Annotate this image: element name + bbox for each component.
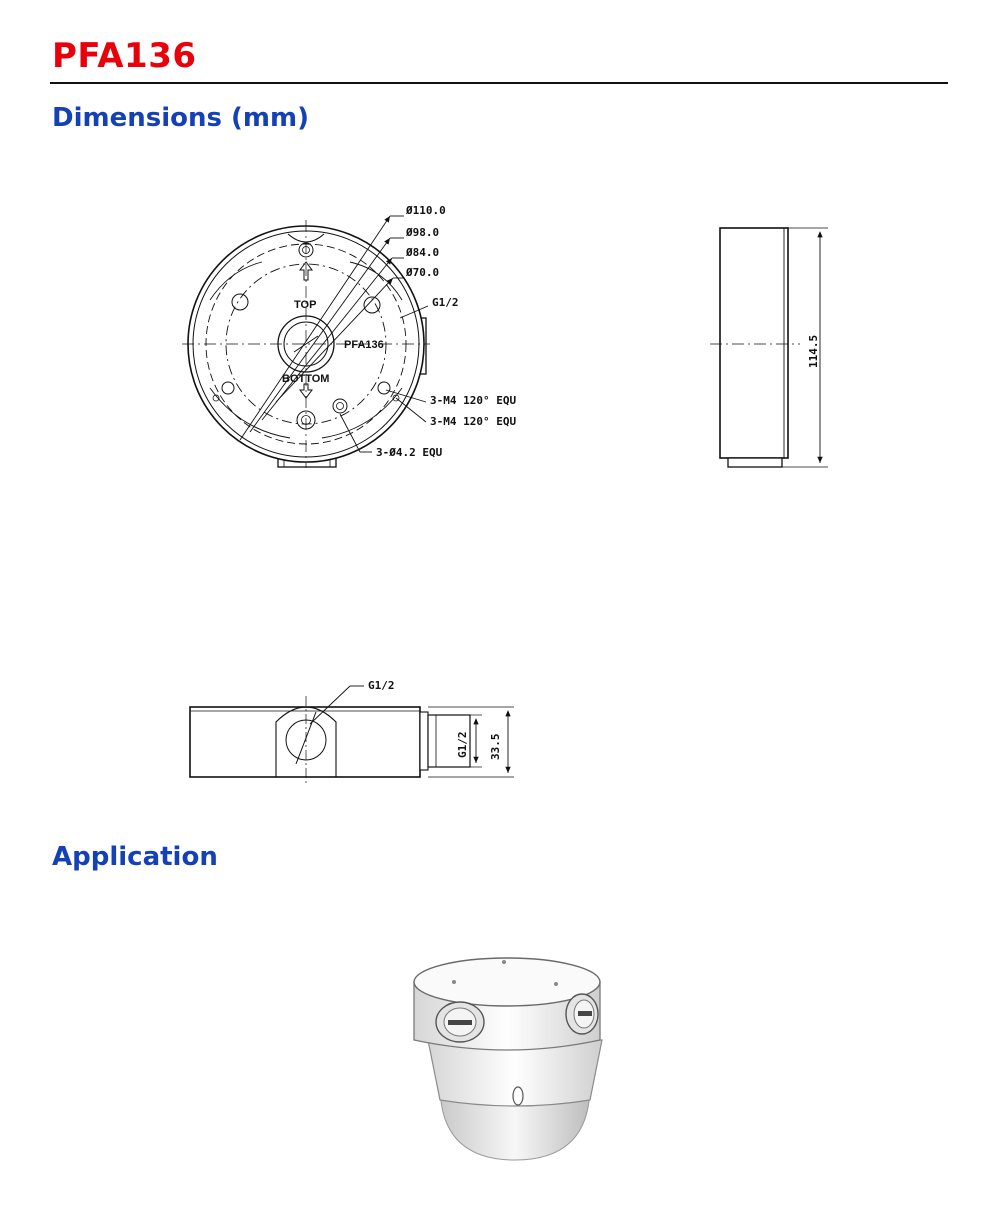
hole-note: 3-Ø4.2 EQU <box>376 446 443 459</box>
bottom-label: BOTTOM <box>282 373 330 385</box>
dimensions-heading: Dimensions (mm) <box>52 103 309 133</box>
diameter-label-2: Ø98.0 <box>406 226 440 239</box>
thread-label-top-view: G1/2 <box>432 296 459 309</box>
application-camera-image <box>414 958 602 1160</box>
product-title: PFA136 <box>52 36 197 76</box>
application-heading: Application <box>52 842 218 872</box>
top-label: TOP <box>294 299 317 311</box>
screw-note-2: 3-M4 120° EQU <box>430 415 517 428</box>
center-model-label: PFA136 <box>344 339 384 351</box>
diameter-label-4: Ø70.0 <box>406 266 440 279</box>
height-dimension-front: 33.5 <box>489 733 502 760</box>
thread-label-front-view: G1/2 <box>368 679 395 692</box>
diameter-label-3: Ø84.0 <box>406 246 440 259</box>
screw-note-1: 3-M4 120° EQU <box>430 394 517 407</box>
top-view-drawing <box>182 216 430 468</box>
thread-dimension-front: G1/2 <box>456 731 469 758</box>
height-dimension-side: 114.5 <box>807 334 820 368</box>
diameter-label-1: Ø110.0 <box>406 204 446 217</box>
